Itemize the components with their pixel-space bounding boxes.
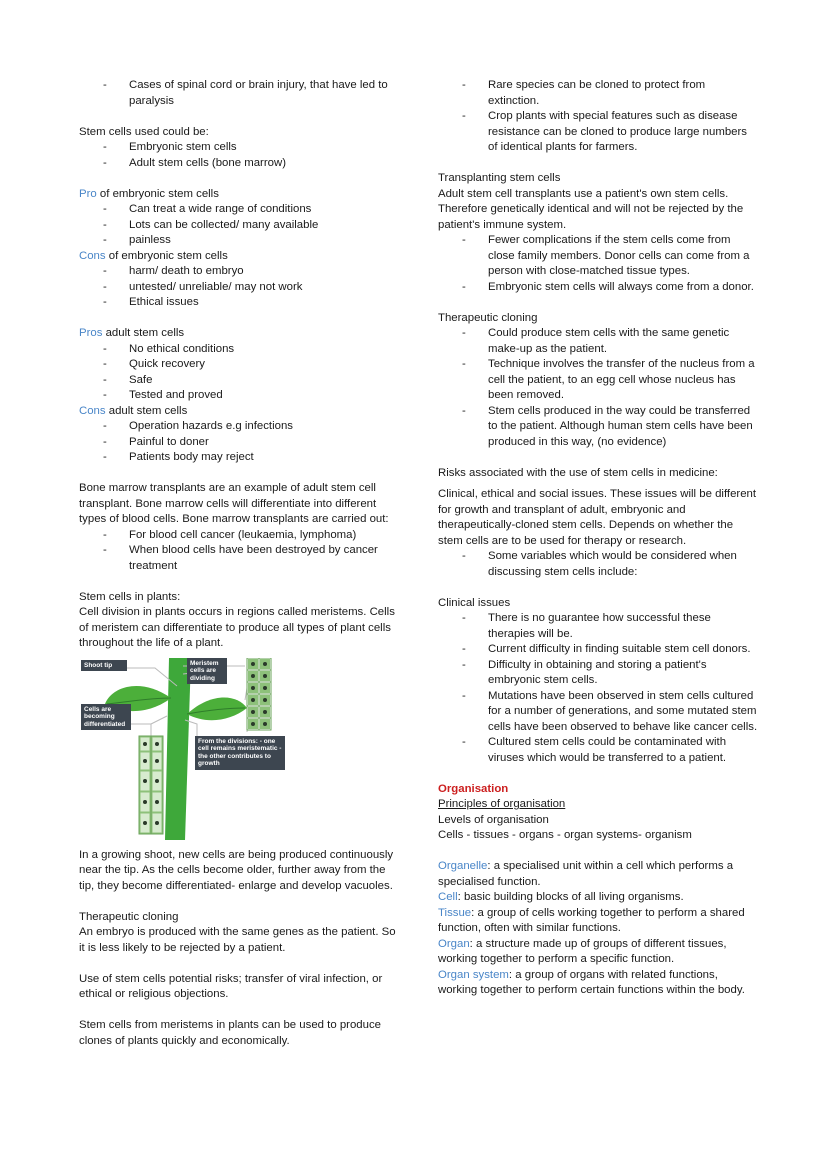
clinical-ethical-paragraph: Clinical, ethical and social issues. These issues will be different for growth and transplant of adult, embryonic and therapeutically-cloned stem cells. Depends on whether the stem cells are to be used for therapy or research. <box>438 488 757 547</box>
pro-embryonic-heading <box>79 187 397 203</box>
term-label: Organelle <box>438 860 488 872</box>
right-column <box>438 78 758 999</box>
risks-heading: Risks associated with the use of stem cells in medicine: <box>438 466 718 479</box>
term-label: Cons <box>79 404 106 417</box>
cons-embryonic-heading <box>79 249 397 265</box>
shoot-tip-diagram <box>79 658 397 840</box>
pros-adult-list <box>79 342 397 404</box>
stem-cells-used-list <box>79 140 397 171</box>
list-item: - When blood cells have been destroyed by cancer treatment <box>129 543 397 574</box>
transplant-paragraph: Adult stem cell transplants use a patient's own stem cells. Therefore genetically identical and will not be rejected by the patient's immune system. <box>438 187 744 231</box>
therapeutic-cloning-heading: Therapeutic cloning <box>438 311 538 324</box>
term-label: Pros <box>79 327 103 339</box>
shoot-tip-label: Shoot tip <box>81 660 127 672</box>
term-label: Organ system <box>438 968 509 981</box>
heading-rest: adult stem cells <box>102 327 185 339</box>
term-label: Cons <box>79 249 106 262</box>
principles-heading: Principles of organisation <box>438 798 566 810</box>
definition-organelle <box>438 859 758 890</box>
heading-rest: of embryonic stem cells <box>96 187 219 200</box>
definition-organ <box>438 937 758 968</box>
list-item: - Some variables which would be considered when discussing stem cells include: <box>488 549 758 580</box>
differentiated-label: Cells are becoming differentiated <box>81 704 131 731</box>
variables-list <box>438 549 758 580</box>
list-item: - Embryonic stem cells <box>129 140 397 156</box>
transplant-list <box>438 233 758 295</box>
list-item: - painless <box>129 233 397 249</box>
term-label: Pro <box>79 187 97 200</box>
meristem-label: Meristem cells are dividing <box>187 658 227 685</box>
therapeutic-cloning-paragraph: An embryo is produced with the same genes as the patient. So it is less likely to be rejected by a patient. <box>79 926 396 954</box>
definition-text: : basic building blocks of all living organisms. <box>457 891 684 903</box>
list-item: - No ethical conditions <box>129 342 397 358</box>
right-leaf <box>187 697 247 720</box>
list-item: - Rare species can be cloned to protect from extinction. <box>488 78 758 109</box>
cons-adult-heading <box>79 404 397 420</box>
definition-text: : a group of organs with related functions, working together to perform certain functions within the body. <box>438 968 745 996</box>
bone-marrow-list <box>79 528 397 575</box>
pros-adult-heading <box>79 326 397 342</box>
definition-organ-system <box>438 968 758 999</box>
left-column <box>79 78 397 1049</box>
list-item: - Lots can be collected/ many available <box>129 218 397 234</box>
plants-heading: Stem cells in plants: <box>79 590 181 603</box>
list-item: - Ethical issues <box>129 295 397 311</box>
divisions-label: From the divisions: - one cell remains meristematic - the other contributes to growth <box>195 736 285 770</box>
heading-rest: of embryonic stem cells <box>105 249 228 262</box>
list-item: - Difficulty in obtaining and storing a patient's embryonic stem cells. <box>488 658 758 689</box>
list-item: - Tested and proved <box>129 388 397 404</box>
definition-cell <box>438 890 758 906</box>
list-item: - Painful to doner <box>129 435 397 451</box>
list-item: - Current difficulty in finding suitable stem cell donors. <box>488 642 758 658</box>
therapeutic-cloning-heading: Therapeutic cloning <box>79 910 179 923</box>
transplant-heading: Transplanting stem cells <box>438 172 561 184</box>
list-item: - Safe <box>129 373 397 389</box>
list-item: - Cultured stem cells could be contaminated with viruses which would be transferred to a patient. <box>488 735 758 766</box>
callout-line <box>151 716 167 724</box>
clinical-issues-list <box>438 611 758 766</box>
organisation-title: Organisation <box>438 782 509 795</box>
list-item: - Crop plants with special features such as disease resistance can be cloned to produce large numbers of identical plants for farmers. <box>488 109 758 156</box>
definition-text: : a group of cells working together to perform a shared function, often with similar functions. <box>438 906 745 934</box>
plant-stem <box>165 658 191 840</box>
bone-marrow-paragraph: Bone marrow transplants are an example of adult stem cell transplant. Bone marrow cells will differentiate into different types of blood cells. Bone marrow transplants are carried out: <box>79 482 389 525</box>
list-item: - Mutations have been observed in stem cells cultured for a number of generations, and some mutated stem cells have been observed to behave like cancer cells. <box>488 689 758 736</box>
levels-heading: Levels of organisation <box>438 813 549 826</box>
definition-tissue <box>438 906 758 937</box>
list-item: - Fewer complications if the stem cells come from close family members. Donor cells can come from a person with close-matched tissue types. <box>488 233 758 280</box>
list-item: - For blood cell cancer (leukaemia, lymphoma) <box>129 528 397 544</box>
list-item: - Operation hazards e.g infections <box>129 419 397 435</box>
stem-cells-used-heading: Stem cells used could be: <box>79 125 209 138</box>
risks-paragraph: Use of stem cells potential risks; transfer of viral infection, or ethical or religious objections. <box>79 972 383 1000</box>
list-item: - Cases of spinal cord or brain injury, that have led to paralysis <box>129 78 397 109</box>
list-item: - Stem cells produced in the way could be transferred to the patient. Although human stem cells have been produced in this way, (no evidence) <box>488 404 758 451</box>
levels-chain: Cells - tissues - organs - organ systems- organism <box>438 829 692 841</box>
list-item: - Can treat a wide range of conditions <box>129 202 397 218</box>
growing-shoot-paragraph: In a growing shoot, new cells are being produced continuously near the tip. As the cells become older, further away from the tip, they become differentiated- enlarge and develop vacuoles. <box>79 848 394 892</box>
plants-paragraph: Cell division in plants occurs in regions called meristems. Cells of meristem can differentiate to produce all types of plant cells throughout the life of a plant. <box>79 606 395 649</box>
term-label: Organ <box>438 937 470 950</box>
differentiated-cells <box>139 736 163 834</box>
heading-rest: adult stem cells <box>105 404 188 417</box>
list-item: - Could produce stem cells with the same genetic make-up as the patient. <box>488 326 758 357</box>
list-item: - untested/ unreliable/ may not work <box>129 280 397 296</box>
cloning-uses-list <box>438 78 758 156</box>
clinical-issues-heading: Clinical issues <box>438 596 511 609</box>
definition-text: : a structure made up of groups of different tissues, working together to perform a specific function. <box>438 937 727 965</box>
list-item: - Embryonic stem cells will always come from a donor. <box>488 280 758 296</box>
pro-embryonic-list <box>79 202 397 249</box>
cons-adult-list <box>79 419 397 466</box>
cons-embryonic-list <box>79 264 397 311</box>
intro-list <box>79 78 397 109</box>
term-label: Cell <box>438 891 458 903</box>
meristem-cells <box>247 658 271 730</box>
list-item: - harm/ death to embryo <box>129 264 397 280</box>
list-item: - Technique involves the transfer of the nucleus from a cell the patient, to an egg cell whose nucleus has been removed. <box>488 357 758 404</box>
list-item: - Patients body may reject <box>129 450 397 466</box>
meristem-clones-paragraph: Stem cells from meristems in plants can be used to produce clones of plants quickly and economically. <box>79 1019 381 1047</box>
list-item: - Quick recovery <box>129 357 397 373</box>
term-label: Tissue <box>438 906 472 919</box>
definition-text: : a specialised unit within a cell which performs a specialised function. <box>438 860 734 888</box>
list-item: - Adult stem cells (bone marrow) <box>129 156 397 172</box>
therapeutic-cloning-list <box>438 326 758 450</box>
list-item: - There is no guarantee how successful these therapies will be. <box>488 611 758 642</box>
